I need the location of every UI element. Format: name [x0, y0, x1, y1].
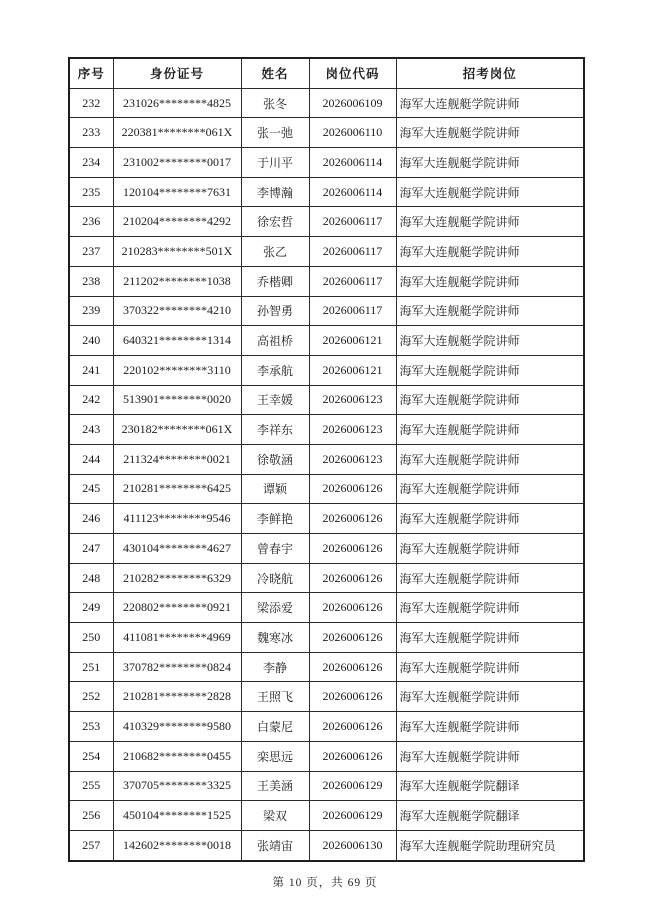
serial-cell: 234 [69, 148, 113, 178]
position-title-cell: 海军大连舰艇学院讲师 [396, 326, 584, 356]
position-title-cell: 海军大连舰艇学院讲师 [396, 444, 584, 474]
position-code-cell: 2026006123 [309, 444, 396, 474]
position-title-cell: 海军大连舰艇学院讲师 [396, 207, 584, 237]
serial-cell: 233 [69, 118, 113, 148]
name-cell: 王幸媛 [241, 385, 309, 415]
serial-cell: 248 [69, 563, 113, 593]
table-row [69, 148, 584, 178]
id-number-cell: 210282********6329 [113, 563, 241, 593]
position-code-cell: 2026006126 [309, 652, 396, 682]
serial-cell: 237 [69, 237, 113, 267]
name-cell: 徐宏哲 [241, 207, 309, 237]
name-cell: 魏寒冰 [241, 623, 309, 653]
name-cell: 乔楷卿 [241, 266, 309, 296]
id-number-cell: 211202********1038 [113, 266, 241, 296]
id-number-cell: 411123********9546 [113, 504, 241, 534]
table-row [69, 326, 584, 356]
table-row [69, 177, 584, 207]
position-title-cell: 海军大连舰艇学院讲师 [396, 623, 584, 653]
table-header-row [69, 58, 584, 88]
table-row [69, 266, 584, 296]
table-row [69, 444, 584, 474]
position-code-cell: 2026006130 [309, 830, 396, 860]
id-number-cell: 370705********3325 [113, 771, 241, 801]
serial-cell: 243 [69, 415, 113, 445]
serial-cell: 232 [69, 88, 113, 118]
position-code-cell: 2026006123 [309, 415, 396, 445]
id-number-cell: 410329********9580 [113, 712, 241, 742]
name-cell: 王照飞 [241, 682, 309, 712]
position-code-cell: 2026006117 [309, 207, 396, 237]
name-cell: 李祥东 [241, 415, 309, 445]
position-code-cell: 2026006126 [309, 504, 396, 534]
table-row [69, 118, 584, 148]
position-title-cell: 海军大连舰艇学院讲师 [396, 88, 584, 118]
name-cell: 徐敬涵 [241, 444, 309, 474]
serial-cell: 238 [69, 266, 113, 296]
name-cell: 梁双 [241, 801, 309, 831]
table-row [69, 355, 584, 385]
serial-cell: 239 [69, 296, 113, 326]
serial-cell: 253 [69, 712, 113, 742]
id-number-cell: 220102********3110 [113, 355, 241, 385]
position-code-cell: 2026006110 [309, 118, 396, 148]
table-row [69, 830, 584, 860]
id-number-cell: 411081********4969 [113, 623, 241, 653]
table-row [69, 771, 584, 801]
position-code-cell: 2026006126 [309, 563, 396, 593]
id-number-cell: 210204********4292 [113, 207, 241, 237]
serial-cell: 242 [69, 385, 113, 415]
table-row [69, 474, 584, 504]
table-row [69, 237, 584, 267]
column-header: 岗位代码 [309, 58, 396, 88]
serial-cell: 252 [69, 682, 113, 712]
position-title-cell: 海军大连舰艇学院助理研究员 [396, 830, 584, 860]
position-code-cell: 2026006121 [309, 355, 396, 385]
serial-cell: 257 [69, 830, 113, 860]
position-title-cell: 海军大连舰艇学院讲师 [396, 474, 584, 504]
position-title-cell: 海军大连舰艇学院讲师 [396, 712, 584, 742]
position-title-cell: 海军大连舰艇学院讲师 [396, 148, 584, 178]
position-code-cell: 2026006123 [309, 385, 396, 415]
table-row [69, 682, 584, 712]
name-cell: 栾思远 [241, 741, 309, 771]
serial-cell: 241 [69, 355, 113, 385]
table-row [69, 741, 584, 771]
id-number-cell: 210281********2828 [113, 682, 241, 712]
position-title-cell: 海军大连舰艇学院讲师 [396, 266, 584, 296]
position-code-cell: 2026006114 [309, 177, 396, 207]
position-title-cell: 海军大连舰艇学院讲师 [396, 741, 584, 771]
serial-cell: 249 [69, 593, 113, 623]
position-title-cell: 海军大连舰艇学院翻译 [396, 801, 584, 831]
serial-cell: 235 [69, 177, 113, 207]
table-row [69, 623, 584, 653]
position-code-cell: 2026006126 [309, 623, 396, 653]
name-cell: 李鲜艳 [241, 504, 309, 534]
serial-cell: 250 [69, 623, 113, 653]
id-number-cell: 142602********0018 [113, 830, 241, 860]
name-cell: 张乙 [241, 237, 309, 267]
name-cell: 李承航 [241, 355, 309, 385]
name-cell: 李博瀚 [241, 177, 309, 207]
id-number-cell: 211324********0021 [113, 444, 241, 474]
name-cell: 谭颖 [241, 474, 309, 504]
id-number-cell: 370782********0824 [113, 652, 241, 682]
id-number-cell: 210283********501X [113, 237, 241, 267]
id-number-cell: 430104********4627 [113, 534, 241, 564]
position-code-cell: 2026006117 [309, 237, 396, 267]
position-code-cell: 2026006126 [309, 474, 396, 504]
id-number-cell: 210281********6425 [113, 474, 241, 504]
serial-cell: 236 [69, 207, 113, 237]
name-cell: 张靖宙 [241, 830, 309, 860]
id-number-cell: 231026********4825 [113, 88, 241, 118]
position-code-cell: 2026006126 [309, 682, 396, 712]
position-code-cell: 2026006121 [309, 326, 396, 356]
id-number-cell: 513901********0020 [113, 385, 241, 415]
id-number-cell: 640321********1314 [113, 326, 241, 356]
position-title-cell: 海军大连舰艇学院讲师 [396, 177, 584, 207]
name-cell: 孙智勇 [241, 296, 309, 326]
serial-cell: 254 [69, 741, 113, 771]
column-header: 姓名 [241, 58, 309, 88]
table-row [69, 593, 584, 623]
position-title-cell: 海军大连舰艇学院讲师 [396, 534, 584, 564]
recruitment-roster-table [68, 57, 585, 862]
id-number-cell: 231002********0017 [113, 148, 241, 178]
position-code-cell: 2026006109 [309, 88, 396, 118]
table-row [69, 652, 584, 682]
position-title-cell: 海军大连舰艇学院讲师 [396, 385, 584, 415]
position-code-cell: 2026006114 [309, 148, 396, 178]
position-title-cell: 海军大连舰艇学院讲师 [396, 682, 584, 712]
position-title-cell: 海军大连舰艇学院翻译 [396, 771, 584, 801]
id-number-cell: 450104********1525 [113, 801, 241, 831]
table-row [69, 801, 584, 831]
table-row [69, 296, 584, 326]
name-cell: 张一弛 [241, 118, 309, 148]
table-row [69, 712, 584, 742]
serial-cell: 247 [69, 534, 113, 564]
position-code-cell: 2026006129 [309, 771, 396, 801]
table-row [69, 504, 584, 534]
position-title-cell: 海军大连舰艇学院讲师 [396, 593, 584, 623]
serial-cell: 255 [69, 771, 113, 801]
name-cell: 高祖桥 [241, 326, 309, 356]
position-code-cell: 2026006129 [309, 801, 396, 831]
name-cell: 于川平 [241, 148, 309, 178]
position-code-cell: 2026006126 [309, 593, 396, 623]
column-header: 序号 [69, 58, 113, 88]
position-title-cell: 海军大连舰艇学院讲师 [396, 237, 584, 267]
column-header: 招考岗位 [396, 58, 584, 88]
id-number-cell: 210682********0455 [113, 741, 241, 771]
position-title-cell: 海军大连舰艇学院讲师 [396, 118, 584, 148]
name-cell: 王美涵 [241, 771, 309, 801]
table-row [69, 385, 584, 415]
column-header: 身份证号 [113, 58, 241, 88]
position-code-cell: 2026006126 [309, 712, 396, 742]
table-row [69, 207, 584, 237]
serial-cell: 245 [69, 474, 113, 504]
table-row [69, 563, 584, 593]
position-code-cell: 2026006117 [309, 296, 396, 326]
table-row [69, 534, 584, 564]
position-title-cell: 海军大连舰艇学院讲师 [396, 355, 584, 385]
id-number-cell: 120104********7631 [113, 177, 241, 207]
position-code-cell: 2026006126 [309, 741, 396, 771]
position-code-cell: 2026006117 [309, 266, 396, 296]
name-cell: 李静 [241, 652, 309, 682]
position-title-cell: 海军大连舰艇学院讲师 [396, 652, 584, 682]
table-body [69, 88, 584, 860]
name-cell: 白蒙尼 [241, 712, 309, 742]
page-number-footer: 第 10 页，共 69 页 [272, 877, 378, 889]
serial-cell: 246 [69, 504, 113, 534]
table-row [69, 415, 584, 445]
position-title-cell: 海军大连舰艇学院讲师 [396, 563, 584, 593]
table-row [69, 88, 584, 118]
name-cell: 张冬 [241, 88, 309, 118]
serial-cell: 251 [69, 652, 113, 682]
id-number-cell: 230182********061X [113, 415, 241, 445]
position-title-cell: 海军大连舰艇学院讲师 [396, 415, 584, 445]
id-number-cell: 220802********0921 [113, 593, 241, 623]
id-number-cell: 220381********061X [113, 118, 241, 148]
name-cell: 曾春宇 [241, 534, 309, 564]
position-code-cell: 2026006126 [309, 534, 396, 564]
id-number-cell: 370322********4210 [113, 296, 241, 326]
serial-cell: 256 [69, 801, 113, 831]
position-title-cell: 海军大连舰艇学院讲师 [396, 296, 584, 326]
serial-cell: 244 [69, 444, 113, 474]
name-cell: 梁添爱 [241, 593, 309, 623]
position-title-cell: 海军大连舰艇学院讲师 [396, 504, 584, 534]
name-cell: 冷晓航 [241, 563, 309, 593]
serial-cell: 240 [69, 326, 113, 356]
